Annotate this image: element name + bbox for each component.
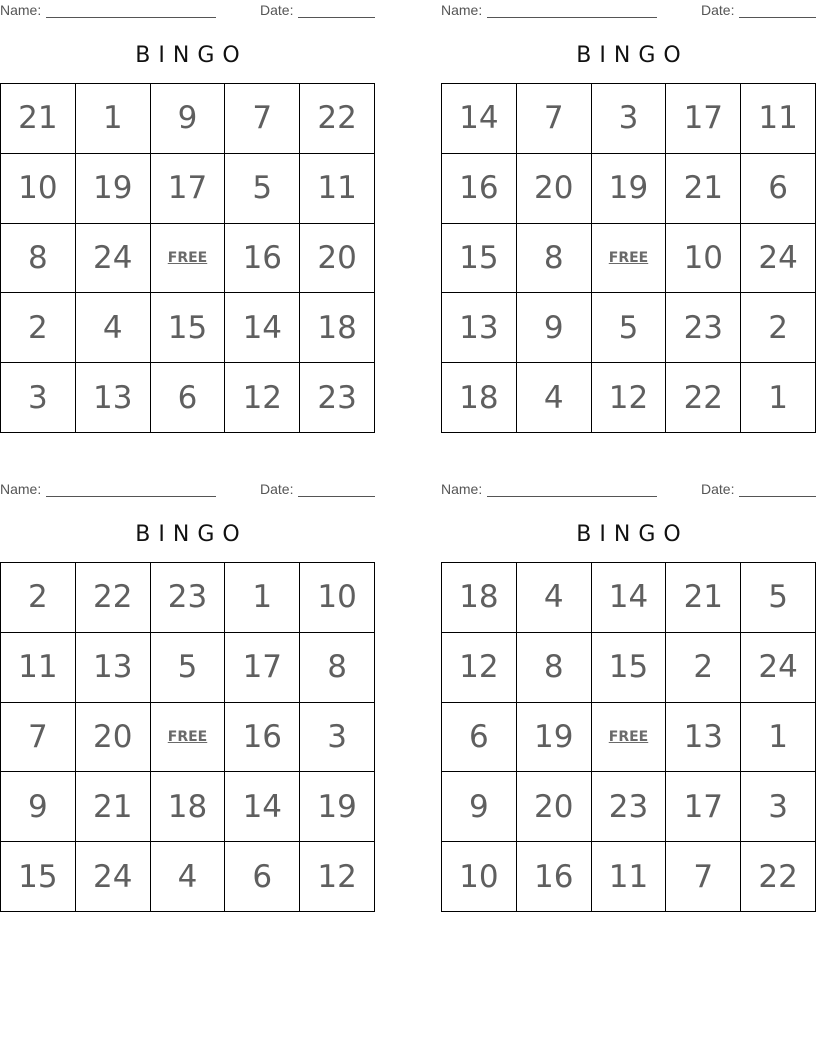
- name-blank-line[interactable]: [487, 4, 657, 18]
- bingo-number-cell: 18: [151, 772, 226, 842]
- date-label: Date:: [701, 481, 735, 497]
- bingo-number-cell: 20: [517, 154, 592, 224]
- bingo-number-cell: 1: [741, 363, 816, 433]
- bingo-number-cell: 1: [741, 703, 816, 773]
- name-field[interactable]: [0, 2, 216, 18]
- bingo-number-cell: 24: [741, 633, 816, 703]
- name-blank-line[interactable]: [487, 483, 657, 497]
- bingo-number-cell: 22: [666, 363, 741, 433]
- bingo-number-cell: 15: [442, 224, 517, 294]
- free-space: FREE: [592, 224, 667, 294]
- bingo-number-cell: 10: [442, 842, 517, 912]
- name-field[interactable]: [441, 2, 657, 18]
- bingo-title: BINGO: [576, 522, 689, 547]
- bingo-card-1: [0, 0, 375, 435]
- bingo-number-cell: 16: [225, 224, 300, 294]
- bingo-number-cell: 7: [1, 703, 76, 773]
- bingo-number-cell: 2: [666, 633, 741, 703]
- bingo-number-cell: 20: [517, 772, 592, 842]
- bingo-number-cell: 22: [300, 84, 375, 154]
- bingo-number-cell: 20: [300, 224, 375, 294]
- bingo-number-cell: 3: [300, 703, 375, 773]
- date-blank-line[interactable]: [298, 483, 375, 497]
- bingo-number-cell: 17: [666, 84, 741, 154]
- free-space: FREE: [151, 224, 226, 294]
- bingo-number-cell: 5: [151, 633, 226, 703]
- bingo-number-cell: 12: [225, 363, 300, 433]
- name-label: Name:: [441, 2, 483, 18]
- bingo-number-cell: 15: [151, 293, 226, 363]
- bingo-number-cell: 10: [666, 224, 741, 294]
- bingo-number-cell: 11: [1, 633, 76, 703]
- bingo-number-cell: 7: [666, 842, 741, 912]
- date-label: Date:: [260, 2, 294, 18]
- bingo-number-cell: 10: [1, 154, 76, 224]
- bingo-number-cell: 4: [76, 293, 151, 363]
- bingo-number-cell: 18: [442, 363, 517, 433]
- bingo-number-cell: 17: [151, 154, 226, 224]
- date-field[interactable]: [701, 481, 816, 497]
- bingo-card-4: [441, 479, 816, 914]
- free-space: FREE: [151, 703, 226, 773]
- bingo-number-cell: 2: [1, 563, 76, 633]
- free-space: FREE: [592, 703, 667, 773]
- date-blank-line[interactable]: [298, 4, 375, 18]
- bingo-number-cell: 9: [1, 772, 76, 842]
- bingo-number-cell: 13: [76, 363, 151, 433]
- bingo-number-cell: 19: [592, 154, 667, 224]
- bingo-number-cell: 14: [225, 772, 300, 842]
- bingo-number-cell: 7: [517, 84, 592, 154]
- bingo-number-cell: 15: [592, 633, 667, 703]
- name-field[interactable]: [441, 481, 657, 497]
- bingo-number-cell: 1: [225, 563, 300, 633]
- bingo-number-cell: 21: [666, 154, 741, 224]
- name-blank-line[interactable]: [46, 483, 216, 497]
- bingo-title: BINGO: [576, 43, 689, 68]
- bingo-number-cell: 4: [517, 363, 592, 433]
- bingo-number-cell: 8: [1, 224, 76, 294]
- bingo-number-cell: 19: [517, 703, 592, 773]
- bingo-number-cell: 22: [76, 563, 151, 633]
- bingo-number-cell: 24: [76, 842, 151, 912]
- bingo-number-cell: 4: [151, 842, 226, 912]
- date-label: Date:: [701, 2, 735, 18]
- bingo-number-cell: 16: [442, 154, 517, 224]
- bingo-number-cell: 18: [442, 563, 517, 633]
- bingo-number-cell: 23: [666, 293, 741, 363]
- bingo-number-cell: 11: [300, 154, 375, 224]
- bingo-number-cell: 21: [666, 563, 741, 633]
- bingo-number-cell: 13: [666, 703, 741, 773]
- name-label: Name:: [441, 481, 483, 497]
- bingo-number-cell: 17: [225, 633, 300, 703]
- bingo-number-cell: 13: [442, 293, 517, 363]
- bingo-number-cell: 3: [592, 84, 667, 154]
- bingo-number-cell: 2: [1, 293, 76, 363]
- bingo-number-cell: 21: [76, 772, 151, 842]
- bingo-number-cell: 6: [225, 842, 300, 912]
- bingo-number-cell: 5: [592, 293, 667, 363]
- bingo-grid: [441, 562, 816, 912]
- bingo-number-cell: 2: [741, 293, 816, 363]
- bingo-number-cell: 21: [1, 84, 76, 154]
- bingo-number-cell: 10: [300, 563, 375, 633]
- bingo-number-cell: 9: [442, 772, 517, 842]
- bingo-number-cell: 9: [151, 84, 226, 154]
- bingo-number-cell: 12: [592, 363, 667, 433]
- bingo-number-cell: 4: [517, 563, 592, 633]
- bingo-number-cell: 1: [76, 84, 151, 154]
- bingo-card-2: [441, 0, 816, 435]
- bingo-number-cell: 3: [1, 363, 76, 433]
- name-label: Name:: [0, 481, 42, 497]
- bingo-number-cell: 11: [741, 84, 816, 154]
- bingo-number-cell: 5: [225, 154, 300, 224]
- bingo-grid: [441, 83, 816, 433]
- bingo-number-cell: 6: [741, 154, 816, 224]
- bingo-number-cell: 7: [225, 84, 300, 154]
- bingo-number-cell: 9: [517, 293, 592, 363]
- bingo-number-cell: 5: [741, 563, 816, 633]
- date-field[interactable]: [701, 2, 816, 18]
- name-label: Name:: [0, 2, 42, 18]
- date-blank-line[interactable]: [739, 483, 816, 497]
- bingo-number-cell: 15: [1, 842, 76, 912]
- bingo-number-cell: 19: [76, 154, 151, 224]
- bingo-number-cell: 23: [592, 772, 667, 842]
- bingo-number-cell: 13: [76, 633, 151, 703]
- bingo-number-cell: 6: [442, 703, 517, 773]
- bingo-number-cell: 20: [76, 703, 151, 773]
- bingo-number-cell: 16: [517, 842, 592, 912]
- date-label: Date:: [260, 481, 294, 497]
- bingo-number-cell: 14: [442, 84, 517, 154]
- bingo-number-cell: 6: [151, 363, 226, 433]
- date-field[interactable]: [260, 2, 375, 18]
- bingo-number-cell: 18: [300, 293, 375, 363]
- bingo-number-cell: 23: [300, 363, 375, 433]
- bingo-number-cell: 8: [300, 633, 375, 703]
- date-field[interactable]: [260, 481, 375, 497]
- bingo-number-cell: 22: [741, 842, 816, 912]
- bingo-number-cell: 11: [592, 842, 667, 912]
- bingo-number-cell: 14: [592, 563, 667, 633]
- bingo-grid: [0, 562, 375, 912]
- bingo-number-cell: 24: [741, 224, 816, 294]
- bingo-number-cell: 3: [741, 772, 816, 842]
- bingo-number-cell: 16: [225, 703, 300, 773]
- bingo-number-cell: 12: [300, 842, 375, 912]
- bingo-title: BINGO: [135, 43, 248, 68]
- bingo-title: BINGO: [135, 522, 248, 547]
- bingo-grid: [0, 83, 375, 433]
- bingo-number-cell: 8: [517, 224, 592, 294]
- bingo-number-cell: 19: [300, 772, 375, 842]
- name-blank-line[interactable]: [46, 4, 216, 18]
- date-blank-line[interactable]: [739, 4, 816, 18]
- bingo-number-cell: 8: [517, 633, 592, 703]
- name-field[interactable]: [0, 481, 216, 497]
- bingo-card-3: [0, 479, 375, 914]
- bingo-number-cell: 14: [225, 293, 300, 363]
- bingo-number-cell: 12: [442, 633, 517, 703]
- bingo-number-cell: 24: [76, 224, 151, 294]
- bingo-number-cell: 23: [151, 563, 226, 633]
- bingo-number-cell: 17: [666, 772, 741, 842]
